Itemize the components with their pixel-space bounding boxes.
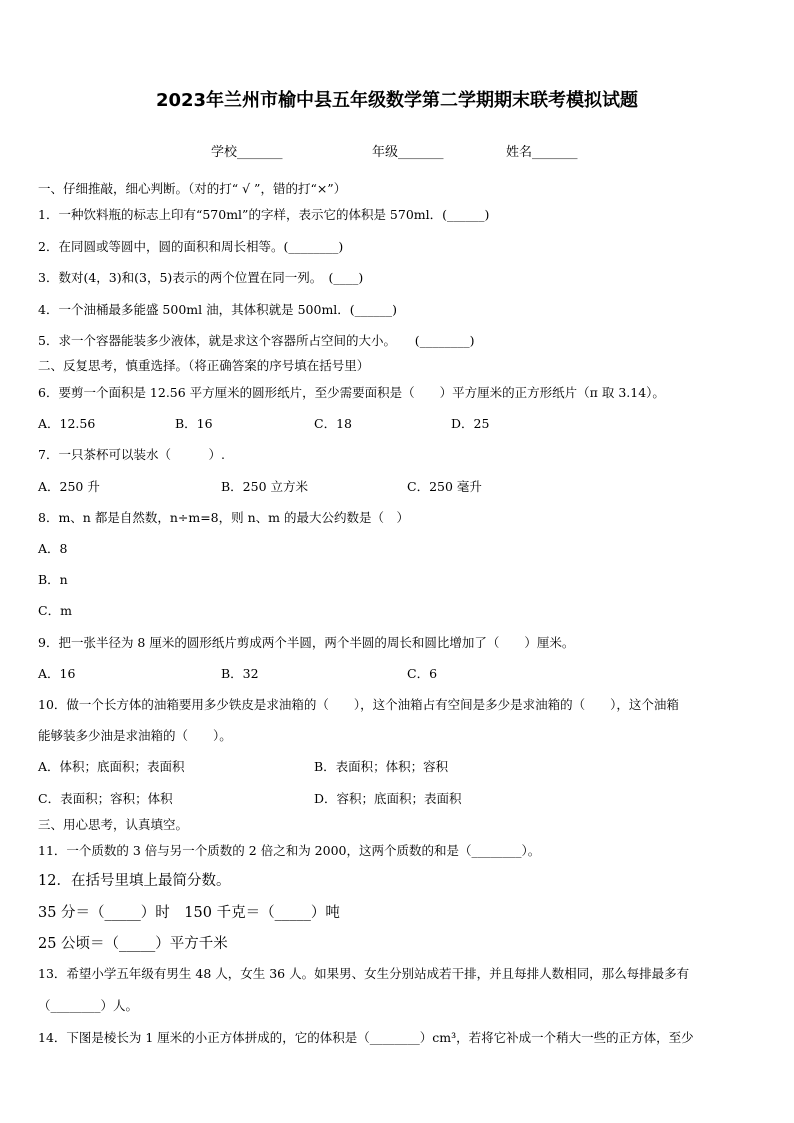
- question-2: 2．在同圆或等圆中，圆的面积和周长相等。(________): [38, 239, 344, 254]
- q9-option-c: C．6: [407, 666, 438, 681]
- question-4: 4．一个油桶最多能盛 500ml 油，其体积就是 500ml．(______): [38, 302, 398, 317]
- question-3: 3．数对(4，3)和(3，5)表示的两个位置在同一列。 (____): [38, 270, 364, 285]
- q8-option-c: C．m: [38, 603, 72, 618]
- name-field: 姓名_______: [506, 145, 578, 160]
- question-9: 9．把一张半径为 8 厘米的圆形纸片剪成两个半圆，两个半圆的周长和圆比增加了（ ）厘米。: [38, 635, 575, 650]
- q10-option-d: D．容积；底面积；表面积: [314, 791, 462, 806]
- q9-option-a: A．16: [38, 666, 76, 681]
- q10-option-a: A．体积；底面积；表面积: [38, 759, 185, 774]
- q6-option-d: D．25: [451, 416, 490, 431]
- q7-option-a: A．250 升: [38, 479, 100, 494]
- q9-option-b: B．32: [221, 666, 259, 681]
- q7-option-b: B．250 立方米: [221, 479, 309, 494]
- question-12-item-1: 35 分＝（_____）时 150 千克＝（_____）吨: [38, 905, 340, 921]
- question-6: 6．要剪一个面积是 12.56 平方厘米的圆形纸片，至少需要面积是（ ）平方厘米的正方形纸片（π 取 3.14）。: [38, 385, 665, 400]
- q6-option-a: A．12.56: [38, 416, 96, 431]
- section-3-heading: 三、用心思考，认真填空。: [38, 817, 189, 832]
- question-7: 7．一只茶杯可以装水（ ）.: [38, 447, 225, 462]
- question-12: 12．在括号里填上最简分数。: [38, 873, 231, 889]
- question-8: 8．m、n 都是自然数，n÷m=8，则 n、m 的最大公约数是（ ）: [38, 510, 409, 525]
- question-13-line-2: （________）人。: [38, 998, 139, 1013]
- q8-option-a: A．8: [38, 541, 68, 556]
- page-title: 2023年兰州市榆中县五年级数学第二学期期末联考模拟试题: [155, 90, 639, 111]
- question-12-item-2: 25 公顷＝（_____）平方千米: [38, 936, 228, 952]
- question-11: 11．一个质数的 3 倍与另一个质数的 2 倍之和为 2000，这两个质数的和是（________）。: [38, 843, 541, 858]
- question-14: 14．下图是棱长为 1 厘米的小正方体拼成的，它的体积是（________）cm³，若将它补成一个稍大一些的正方体，至少: [38, 1030, 694, 1045]
- question-13-line-1: 13．希望小学五年级有男生 48 人，女生 36 人。如果男、女生分别站成若干排，并且每排人数相同，那么每排最多有: [38, 966, 690, 981]
- question-5: 5．求一个容器能装多少液体，就是求这个容器所占空间的大小。 (________): [38, 333, 475, 348]
- section-2-heading: 二、反复思考，慎重选择。（将正确答案的序号填在括号里）: [38, 358, 370, 373]
- question-10-line-1: 10．做一个长方体的油箱要用多少铁皮是求油箱的（ ），这个油箱占有空间是多少是求油箱的（ ），这个油箱: [38, 697, 679, 712]
- q8-option-b: B．n: [38, 572, 68, 587]
- q10-option-c: C．表面积；容积；体积: [38, 791, 173, 806]
- grade-field: 年级_______: [372, 145, 444, 160]
- section-1-heading: 一、仔细推敲，细心判断。（对的打“ √ ”，错的打“×”）: [38, 181, 347, 196]
- q6-option-b: B．16: [175, 416, 213, 431]
- q6-option-c: C．18: [314, 416, 352, 431]
- school-field: 学校_______: [211, 145, 283, 160]
- question-10-line-2: 能够装多少油是求油箱的（ ）。: [38, 728, 232, 743]
- question-1: 1．一种饮料瓶的标志上印有“570ml”的字样，表示它的体积是 570ml．(______): [38, 207, 490, 222]
- q7-option-c: C．250 毫升: [407, 479, 482, 494]
- q10-option-b: B．表面积；体积；容积: [314, 759, 449, 774]
